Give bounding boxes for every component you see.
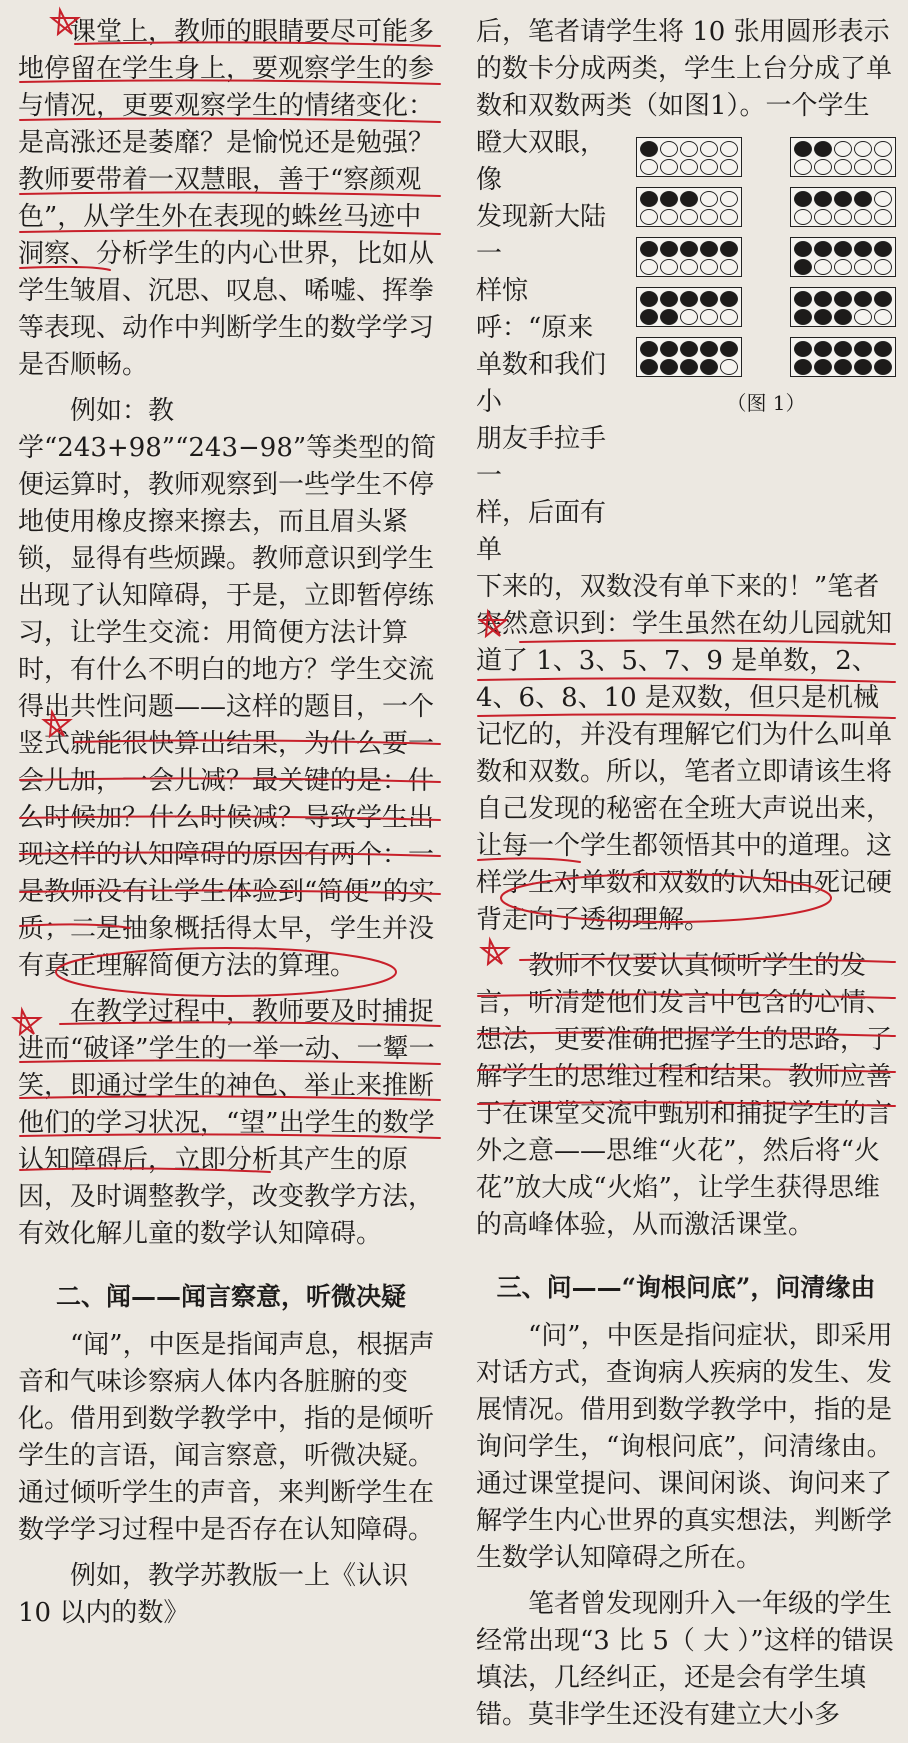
card-dot — [720, 291, 738, 307]
card-dot — [680, 341, 698, 357]
section-heading-ask: 三、问——“询根问底”，问清缘由 — [496, 1273, 876, 1302]
card-dot — [814, 159, 832, 175]
card-dot — [700, 309, 718, 325]
card-dot — [794, 191, 812, 207]
card-dot — [794, 259, 812, 275]
card-dot — [680, 291, 698, 307]
number-card — [790, 287, 896, 327]
card-dot — [700, 191, 718, 207]
card-dot — [814, 291, 832, 307]
card-dot — [700, 259, 718, 275]
card-dot — [660, 159, 678, 175]
card-dot — [680, 241, 698, 257]
number-cards-figure — [636, 137, 896, 416]
card-dot — [660, 309, 678, 325]
figure-side-text — [476, 125, 616, 569]
card-dot — [720, 341, 738, 357]
card-dot — [680, 259, 698, 275]
card-dot — [700, 159, 718, 175]
card-dot — [814, 359, 832, 375]
paragraph-cards-discovery: 下来的，双数没有单下来的！”笔者突然意识到：学生虽然在幼儿园就知道了 1、3、5、7、9 是单数，2、4、6、8、10 是双数，但只是机械记忆的，并没有理解它们为什么叫单数和双数。所以，笔者立即请该生将自己发现的秘密在全班大声说出来，让每一个学生都领悟其中的道理。这样学生对单数和双数的认知由死记硬背走向了透彻理解。 — [476, 572, 893, 935]
card-dot — [700, 291, 718, 307]
card-dot — [660, 359, 678, 375]
number-card — [790, 187, 896, 227]
paragraph-listen-carefully: 教师不仅要认真倾听学生的发言，听清楚他们发言中包含的心情、想法，更要准确把握学生的思路，了解学生的思维过程和结果。教师应善于在课堂交流中甄别和捕捉学生的言外之意——思维“火花”，然后将“火花”放大成“火焰”，让学生获得思维的高峰体验，从而激活课堂。 — [476, 951, 893, 1240]
card-dot — [854, 291, 872, 307]
number-card — [790, 337, 896, 377]
card-dot — [660, 191, 678, 207]
side-line: 朋友手拉手一 — [476, 424, 607, 491]
card-dot — [660, 341, 678, 357]
card-dot — [874, 191, 892, 207]
card-dot — [854, 191, 872, 207]
number-card — [636, 237, 742, 277]
card-dot — [640, 291, 658, 307]
card-dot — [814, 309, 832, 325]
paragraph-observe: 课堂上，教师的眼睛要尽可能多地停留在学生身上，要观察学生的参与情况，更要观察学生的情绪变化：是高涨还是萎靡？是愉悦还是勉强？教师要带着一双慧眼，善于“察颜观色”，从学生外在表现的蛛丝马迹中洞察、分析学生的内心世界，比如从学生皱眉、沉思、叹息、唏嘘、挥拳等表现、动作中判断学生的数学学习是否顺畅。 — [18, 17, 435, 380]
card-dot — [854, 241, 872, 257]
card-dot — [834, 341, 852, 357]
card-dot — [794, 141, 812, 157]
card-grid — [636, 137, 896, 377]
card-dot — [680, 159, 698, 175]
card-dot — [874, 141, 892, 157]
paragraph-example-subtraction: 例如：教学“243+98”“243−98”等类型的简便运算时，教师观察到一些学生不停地使用橡皮擦来擦去，而且眉头紧锁，显得有些烦躁。教师意识到学生出现了认知障碍，于是，立即暂停练习，让学生交流：用简便方法计算时，有什么不明白的地方？学生交流得出共性问题——这样的题目，一个竖式就能很快算出结果，为什么要一会儿加，一会儿减？最关键的是：什么时候加？什么时候减？导致学生出现这样的认知障碍的原因有两个：一是教师没有让学生体验到“简便”的实质；二是抽象概括得太早，学生并没有真正理解简便方法的算理。 — [18, 396, 437, 981]
card-dot — [720, 259, 738, 275]
number-card — [636, 287, 742, 327]
card-dot — [720, 309, 738, 325]
card-row — [636, 337, 896, 377]
card-row — [636, 237, 896, 277]
paragraph-cards-intro: 后，笔者请学生将 10 张用圆形表示的数卡分成两类，学生上台分成了单数和双数两类（如图1）。一个学生 — [476, 17, 893, 121]
card-dot — [720, 141, 738, 157]
number-card — [790, 137, 896, 177]
card-dot — [720, 209, 738, 225]
card-dot — [854, 259, 872, 275]
card-dot — [700, 241, 718, 257]
card-dot — [834, 159, 852, 175]
card-dot — [720, 359, 738, 375]
figure-block — [476, 125, 896, 569]
card-dot — [874, 209, 892, 225]
paragraph-ask-example: 笔者曾发现刚升入一年级的学生经常出现“3 比 5（ 大 ）”这样的错误填法，几经纠正，还是会有学生填错。莫非学生还没有建立大小多 — [476, 1589, 894, 1730]
card-dot — [794, 241, 812, 257]
card-dot — [720, 159, 738, 175]
card-dot — [794, 159, 812, 175]
card-row — [636, 287, 896, 327]
card-dot — [640, 209, 658, 225]
card-dot — [680, 209, 698, 225]
paragraph-example-numbers: 例如，教学苏教版一上《认识 10 以内的数》 — [18, 1561, 409, 1628]
card-dot — [814, 141, 832, 157]
card-dot — [874, 159, 892, 175]
card-dot — [700, 341, 718, 357]
card-dot — [640, 309, 658, 325]
side-line: 样，后面有单 — [476, 498, 607, 565]
card-dot — [680, 141, 698, 157]
card-dot — [834, 209, 852, 225]
card-row — [636, 187, 896, 227]
card-dot — [814, 191, 832, 207]
card-dot — [640, 241, 658, 257]
number-card — [636, 137, 742, 177]
card-dot — [640, 191, 658, 207]
card-dot — [874, 291, 892, 307]
card-dot — [660, 141, 678, 157]
side-line: 瞪大双眼，像 — [476, 128, 607, 195]
paragraph-capture: 在教学过程中，教师要及时捕捉进而“破译”学生的一举一动、一颦一笑，即通过学生的神色、举止来推断他们的学习状况，“望”出学生的数学认知障碍后，立即分析其产生的原因，及时调整教学，改变教学方法，有效化解儿童的数学认知障碍。 — [18, 997, 435, 1249]
card-dot — [680, 359, 698, 375]
card-dot — [854, 209, 872, 225]
card-dot — [854, 309, 872, 325]
card-dot — [854, 159, 872, 175]
left-column — [18, 14, 444, 1641]
card-dot — [854, 341, 872, 357]
number-card — [790, 237, 896, 277]
card-dot — [814, 259, 832, 275]
card-dot — [874, 341, 892, 357]
card-dot — [834, 291, 852, 307]
card-dot — [834, 241, 852, 257]
card-dot — [854, 141, 872, 157]
card-dot — [794, 291, 812, 307]
figure-caption: （图 1） — [726, 391, 806, 415]
card-dot — [640, 159, 658, 175]
card-dot — [814, 341, 832, 357]
card-dot — [794, 209, 812, 225]
card-dot — [660, 259, 678, 275]
card-dot — [680, 309, 698, 325]
card-dot — [794, 359, 812, 375]
card-dot — [640, 341, 658, 357]
card-dot — [834, 191, 852, 207]
number-card — [636, 187, 742, 227]
card-dot — [660, 291, 678, 307]
card-dot — [640, 359, 658, 375]
card-dot — [680, 191, 698, 207]
card-dot — [640, 141, 658, 157]
right-column — [476, 14, 896, 1743]
side-line: 单数和我们小 — [476, 350, 607, 417]
side-line: 样惊呼：“原来 — [476, 276, 594, 343]
card-dot — [720, 241, 738, 257]
paragraph-ask-definition: “问”，中医是指问症状，即采用对话方式，查询病人疾病的发生、发展情况。借用到数学教学中，指的是询问学生，“询根问底”，问清缘由。通过课堂提问、课间闲谈、询问来了解学生内心世界的真实想法，判断学生数学认知障碍之所在。 — [476, 1321, 893, 1573]
paragraph-listen-definition: “闻”，中医是指闻声息，根据声音和气味诊察病人体内各脏腑的变化。借用到数学教学中，指的是倾听学生的言语，闻言察意，听微决疑。通过倾听学生的声音，来判断学生在数学学习过程中是否存在认知障碍。 — [18, 1330, 435, 1545]
card-dot — [794, 341, 812, 357]
card-dot — [700, 359, 718, 375]
card-dot — [854, 359, 872, 375]
card-dot — [834, 359, 852, 375]
card-dot — [834, 141, 852, 157]
card-dot — [700, 209, 718, 225]
card-dot — [660, 209, 678, 225]
card-dot — [700, 141, 718, 157]
number-card — [636, 337, 742, 377]
section-heading-listen: 二、闻——闻言察意，听微决疑 — [55, 1282, 406, 1311]
card-dot — [834, 259, 852, 275]
card-dot — [794, 309, 812, 325]
card-dot — [874, 309, 892, 325]
card-row — [636, 137, 896, 177]
card-dot — [874, 259, 892, 275]
card-dot — [874, 241, 892, 257]
card-dot — [720, 191, 738, 207]
card-dot — [814, 241, 832, 257]
card-dot — [814, 209, 832, 225]
card-dot — [834, 309, 852, 325]
card-dot — [640, 259, 658, 275]
side-line: 发现新大陆一 — [476, 202, 607, 269]
card-dot — [874, 359, 892, 375]
card-dot — [660, 241, 678, 257]
